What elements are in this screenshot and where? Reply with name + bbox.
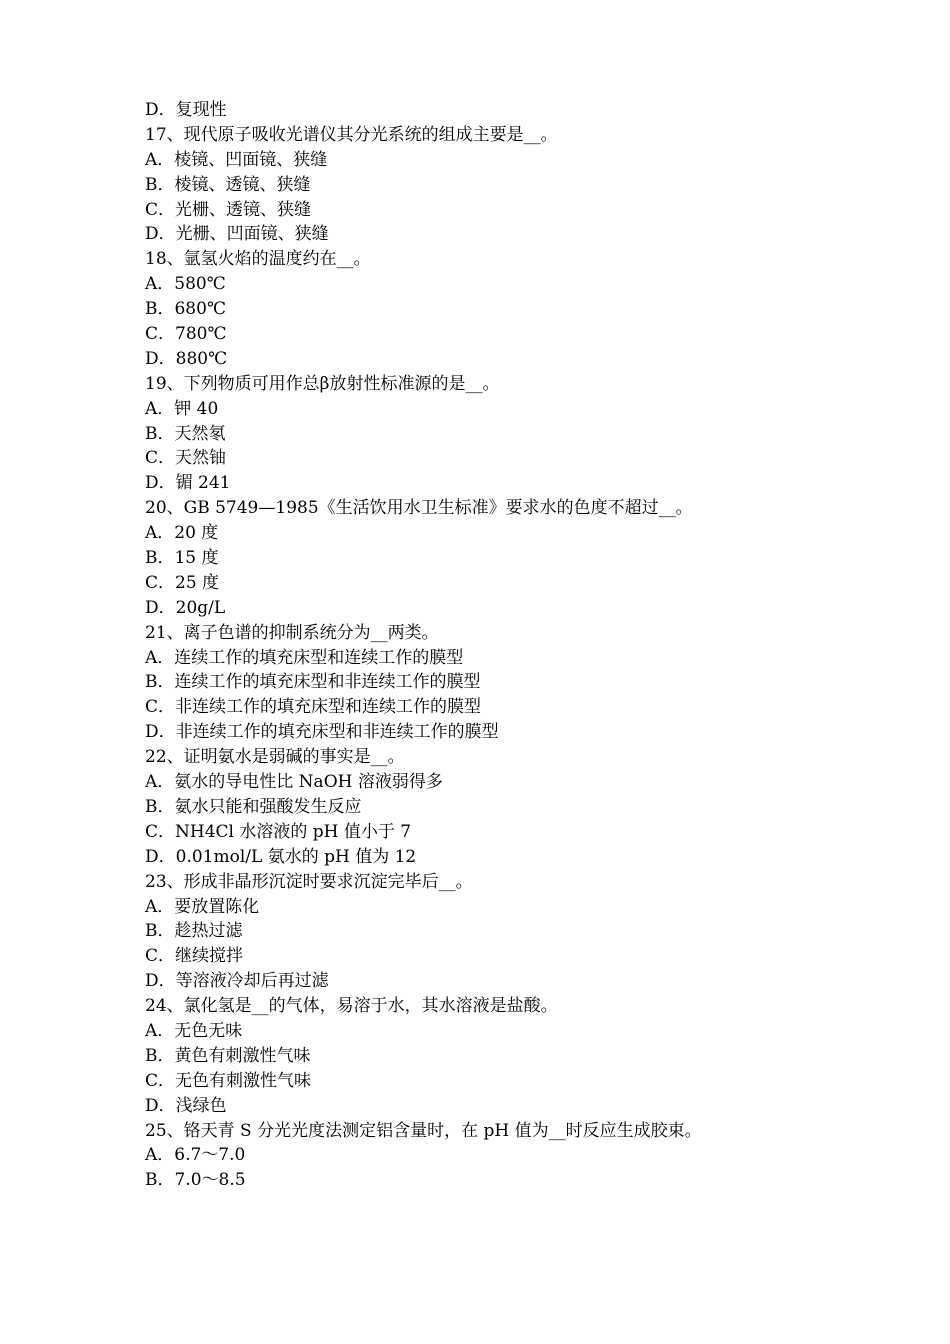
answer-option: A．6.7～7.0 xyxy=(145,1145,246,1166)
answer-option: C．NH4Cl 水溶液的 pH 值小于 7 xyxy=(145,821,412,842)
answer-option: A．要放置陈化 xyxy=(145,896,260,917)
document-body xyxy=(145,98,905,1193)
answer-option: C．780℃ xyxy=(145,324,227,345)
answer-option: C．无色有刺激性气味 xyxy=(145,1070,312,1091)
answer-option: D．浅绿色 xyxy=(145,1095,227,1116)
answer-option: A．氨水的导电性比 NaOH 溶液弱得多 xyxy=(145,772,443,793)
question-stem: 18、氩氢火焰的温度约在__。 xyxy=(145,249,371,270)
question-stem: 17、现代原子吸收光谱仪其分光系统的组成主要是__。 xyxy=(145,124,558,145)
question-stem: 24、氯化氢是__的气体，易溶于水，其水溶液是盐酸。 xyxy=(145,996,558,1017)
answer-option: D．0.01mol/L 氨水的 pH 值为 12 xyxy=(145,846,417,867)
answer-option: B．氨水只能和强酸发生反应 xyxy=(145,796,362,817)
question-stem: 22、证明氨水是弱碱的事实是__。 xyxy=(145,747,405,768)
question-stem: 21、离子色谱的抑制系统分为__两类。 xyxy=(145,622,439,643)
answer-option: A．钾 40 xyxy=(145,398,219,419)
answer-option: D．光栅、凹面镜、狭缝 xyxy=(145,224,329,245)
answer-option: A．无色无味 xyxy=(145,1020,243,1041)
answer-option: C．继续搅拌 xyxy=(145,946,244,967)
answer-option: A．20 度 xyxy=(145,523,219,544)
answer-option: B．天然氡 xyxy=(145,423,226,444)
answer-option: B．680℃ xyxy=(145,299,226,320)
answer-option: C．25 度 xyxy=(145,572,220,593)
answer-option: D．等溶液冷却后再过滤 xyxy=(145,971,329,992)
question-stem: 25、铬天青 S 分光光度法测定铝含量时，在 pH 值为__时反应生成胶束。 xyxy=(145,1120,702,1141)
answer-option: B．黄色有刺激性气味 xyxy=(145,1045,311,1066)
answer-option: C．天然铀 xyxy=(145,448,227,469)
answer-option: B．趁热过滤 xyxy=(145,921,243,942)
answer-option: D．20g/L xyxy=(145,597,226,618)
answer-option: D．镅 241 xyxy=(145,473,231,494)
answer-option: A．580℃ xyxy=(145,274,226,295)
answer-option: B．15 度 xyxy=(145,548,219,569)
answer-option: C．非连续工作的填充床型和连续工作的膜型 xyxy=(145,697,482,718)
question-stem: 23、形成非晶形沉淀时要求沉淀完毕后__。 xyxy=(145,871,473,892)
answer-option: B．7.0～8.5 xyxy=(145,1170,246,1191)
answer-option: B．连续工作的填充床型和非连续工作的膜型 xyxy=(145,672,481,693)
answer-option: B．棱镜、透镜、狭缝 xyxy=(145,174,311,195)
answer-option: A．连续工作的填充床型和连续工作的膜型 xyxy=(145,647,464,668)
answer-option: D．880℃ xyxy=(145,348,228,369)
answer-option: D．复现性 xyxy=(145,100,227,120)
answer-option: C．光栅、透镜、狭缝 xyxy=(145,199,312,220)
question-stem: 19、下列物质可用作总β放射性标准源的是__。 xyxy=(145,373,500,394)
answer-option: D．非连续工作的填充床型和非连续工作的膜型 xyxy=(145,722,499,743)
answer-option: A．棱镜、凹面镜、狭缝 xyxy=(145,149,328,170)
question-stem: 20、GB 5749—1985《生活饮用水卫生标准》要求水的色度不超过__。 xyxy=(145,498,693,519)
